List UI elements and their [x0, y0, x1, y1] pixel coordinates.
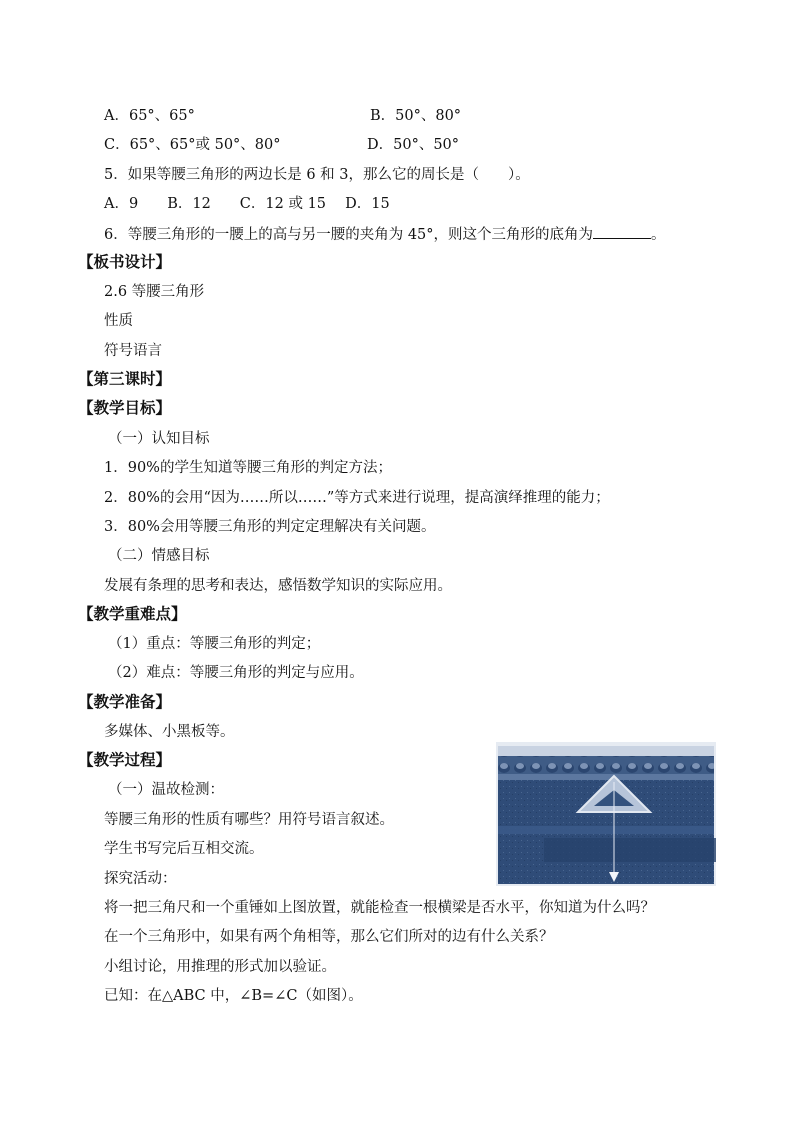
process-line: 将一把三角尺和一个重锤如上图放置，就能检查一根横梁是否水平，你知道为什么吗？ [104, 900, 655, 916]
goals-cognitive-title: （一）认知目标 [108, 431, 210, 447]
q4-option-d: D．50°、50° [367, 137, 460, 153]
q4-option-a: A．65°、65° [104, 108, 195, 124]
process-line: 等腰三角形的性质有哪些？用符号语言叙述。 [104, 812, 394, 828]
key-item: （1）重点：等腰三角形的判定； [108, 636, 321, 652]
goals-emotion-text: 发展有条理的思考和表达，感悟数学知识的实际应用。 [104, 578, 452, 594]
process-line: （一）温故检测： [108, 782, 224, 798]
prep-text: 多媒体、小黑板等。 [104, 724, 235, 740]
set-square-plumb-photo [496, 742, 716, 886]
prep-heading: 【教学准备】 [78, 692, 172, 711]
board-line: 符号语言 [104, 343, 162, 359]
q4-option-b: B．50°、80° [370, 108, 462, 124]
goals-heading: 【教学目标】 [78, 398, 172, 417]
q6-stem: 6．等腰三角形的一腰上的高与另一腰的夹角为 45°，则这个三角形的底角为 [104, 227, 594, 243]
q4-option-c: C．65°、65°或 50°、80° [104, 137, 281, 153]
process-line: 已知：在△ABC 中，∠B=∠C（如图）。 [104, 988, 363, 1004]
board-heading: 【板书设计】 [78, 252, 172, 271]
goals-emotion-title: （二）情感目标 [108, 548, 210, 564]
q6-answer-blank [593, 224, 651, 239]
key-heading: 【教学重难点】 [78, 604, 187, 623]
process-line: 小组讨论，用推理的形式加以验证。 [104, 959, 336, 975]
board-line: 2.6 等腰三角形 [104, 284, 205, 300]
lesson3-heading: 【第三课时】 [78, 369, 172, 388]
process-line: 探究活动： [104, 871, 177, 887]
q6-line [104, 224, 666, 245]
q6-end: 。 [651, 227, 666, 243]
process-heading: 【教学过程】 [78, 750, 172, 769]
board-line: 性质 [104, 313, 133, 329]
key-item: （2）难点：等腰三角形的判定与应用。 [108, 665, 364, 681]
q5-stem: 5．如果等腰三角形的两边长是 6 和 3，那么它的周长是（ ）。 [104, 167, 530, 183]
goal-item: 2．80%的会用“因为……所以……”等方式来进行说理，提高演绎推理的能力； [104, 490, 610, 506]
q5-options: A．9 B．12 C．12 或 15 D．15 [104, 196, 390, 212]
goal-item: 1．90%的学生知道等腰三角形的判定方法； [104, 460, 392, 476]
process-line: 学生书写完后互相交流。 [104, 841, 264, 857]
process-line: 在一个三角形中，如果有两个角相等，那么它们所对的边有什么关系？ [104, 929, 554, 945]
goal-item: 3．80%会用等腰三角形的判定定理解决有关问题。 [104, 519, 436, 535]
